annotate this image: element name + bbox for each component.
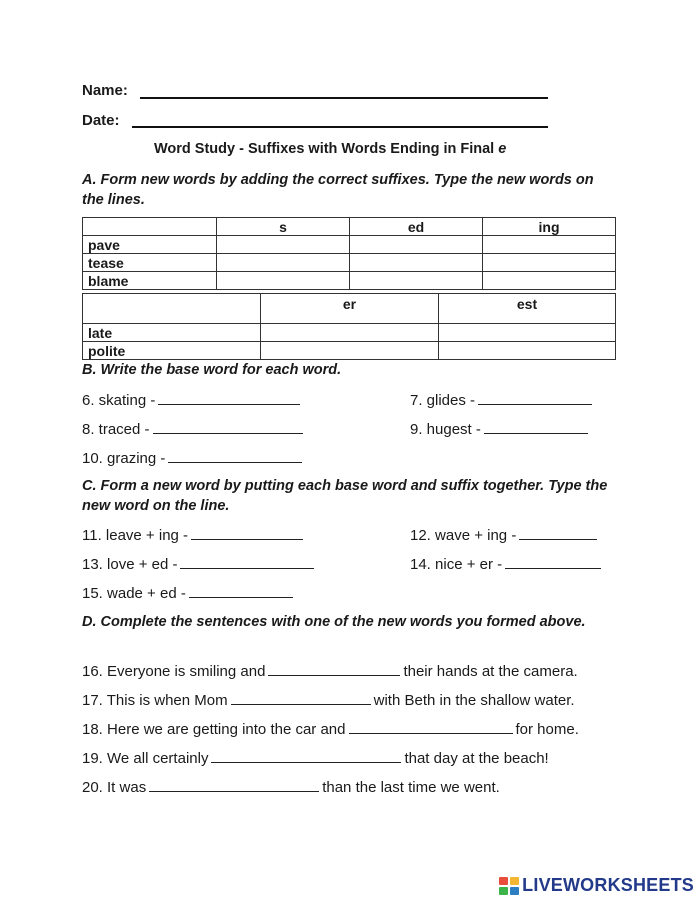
base-word-pave: pave xyxy=(83,236,217,254)
answer-blank[interactable] xyxy=(484,419,588,434)
answer-blank[interactable] xyxy=(149,777,319,792)
sentence-17-start: 17. This is when Mom xyxy=(82,692,228,709)
item-9-label: 9. hugest - xyxy=(410,421,481,438)
table-row xyxy=(83,342,616,360)
base-word-tease: tease xyxy=(83,254,217,272)
item-12 xyxy=(410,525,600,544)
answer-cell[interactable] xyxy=(350,254,483,272)
table-row xyxy=(83,236,616,254)
suffix-header-er: er xyxy=(261,294,439,324)
answer-cell[interactable] xyxy=(483,254,616,272)
item-10-label: 10. grazing - xyxy=(82,450,166,467)
answer-blank[interactable] xyxy=(231,690,371,705)
date-label: Date: xyxy=(82,112,120,129)
base-word-polite: polite xyxy=(83,342,261,360)
logo-square-red xyxy=(499,877,508,885)
table-header-row xyxy=(83,218,616,236)
name-field[interactable] xyxy=(140,97,548,99)
answer-cell[interactable] xyxy=(350,272,483,290)
suffix-header-ing: ing xyxy=(483,218,616,236)
section-c-instructions: C. Form a new word by putting each base word and suffix together. Type the new word on the line. xyxy=(82,478,608,514)
answer-blank[interactable] xyxy=(268,661,400,676)
worksheet-title xyxy=(154,141,506,157)
sentence-17-end: with Beth in the shallow water. xyxy=(373,692,575,709)
item-9 xyxy=(410,419,591,438)
item-12-label: 12. wave + ing - xyxy=(410,527,517,544)
answer-cell[interactable] xyxy=(483,236,616,254)
base-word-late: late xyxy=(83,324,261,342)
answer-cell[interactable] xyxy=(483,272,616,290)
answer-cell[interactable] xyxy=(217,236,350,254)
sentence-16-end: their hands at the camera. xyxy=(403,663,578,680)
item-6-label: 6. skating - xyxy=(82,392,156,409)
sentence-16 xyxy=(82,661,578,680)
sentence-18 xyxy=(82,719,579,738)
item-14 xyxy=(410,554,604,573)
item-14-label: 14. nice + er - xyxy=(410,556,503,573)
logo-text: LIVEWORKSHEETS xyxy=(522,875,694,895)
item-8-label: 8. traced - xyxy=(82,421,150,438)
answer-cell[interactable] xyxy=(217,272,350,290)
table-row xyxy=(83,254,616,272)
date-field[interactable] xyxy=(132,126,548,128)
answer-blank[interactable] xyxy=(158,390,300,405)
title-text: Word Study - Suffixes with Words Ending in Final xyxy=(154,141,495,157)
item-15 xyxy=(82,583,296,602)
answer-blank[interactable] xyxy=(478,390,592,405)
base-word-blame: blame xyxy=(83,272,217,290)
suffix-header-ed: ed xyxy=(350,218,483,236)
table-corner-cell xyxy=(83,294,261,324)
answer-cell[interactable] xyxy=(261,324,439,342)
logo-square-blue xyxy=(510,887,519,895)
answer-cell[interactable] xyxy=(439,342,616,360)
answer-blank[interactable] xyxy=(189,583,293,598)
sentence-19-start: 19. We all certainly xyxy=(82,750,209,767)
item-13-label: 13. love + ed - xyxy=(82,556,178,573)
table-corner-cell xyxy=(83,218,217,236)
item-11-label: 11. leave + ing - xyxy=(82,527,189,544)
answer-blank[interactable] xyxy=(180,554,314,569)
section-d-instructions: D. Complete the sentences with one of the new words you formed above. xyxy=(82,614,586,630)
sentence-19 xyxy=(82,748,549,767)
answer-cell[interactable] xyxy=(350,236,483,254)
answer-cell[interactable] xyxy=(261,342,439,360)
section-a-instructions: A. Form new words by adding the correct suffixes. Type the new words on the lines. xyxy=(82,172,594,208)
logo-square-green xyxy=(499,887,508,895)
name-label: Name: xyxy=(82,82,128,99)
answer-blank[interactable] xyxy=(191,525,303,540)
item-15-label: 15. wade + ed - xyxy=(82,585,186,602)
table-header-row xyxy=(83,294,616,324)
item-7 xyxy=(410,390,595,409)
sentence-17 xyxy=(82,690,575,709)
answer-cell[interactable] xyxy=(439,324,616,342)
suffix-header-est: est xyxy=(439,294,616,324)
item-8 xyxy=(82,419,306,438)
table-row xyxy=(83,324,616,342)
item-10 xyxy=(82,448,305,467)
suffix-table-2 xyxy=(82,293,616,360)
sentence-18-start: 18. Here we are getting into the car and xyxy=(82,721,346,738)
sentence-20-start: 20. It was xyxy=(82,779,147,796)
answer-blank[interactable] xyxy=(349,719,513,734)
liveworksheets-logo[interactable] xyxy=(499,875,694,896)
item-6 xyxy=(82,390,303,409)
suffix-header-s: s xyxy=(217,218,350,236)
answer-blank[interactable] xyxy=(519,525,597,540)
title-italic-letter: e xyxy=(498,141,507,157)
answer-blank[interactable] xyxy=(505,554,601,569)
item-13 xyxy=(82,554,317,573)
liveworksheets-logo-icon xyxy=(499,877,519,895)
item-11 xyxy=(82,525,306,544)
sentence-20 xyxy=(82,777,500,796)
suffix-table-1 xyxy=(82,217,616,290)
answer-blank[interactable] xyxy=(211,748,401,763)
sentence-16-start: 16. Everyone is smiling and xyxy=(82,663,266,680)
sentence-18-end: for home. xyxy=(515,721,579,738)
logo-square-yellow xyxy=(510,877,519,885)
table-row xyxy=(83,272,616,290)
answer-blank[interactable] xyxy=(153,419,303,434)
sentence-19-end: that day at the beach! xyxy=(404,750,549,767)
answer-cell[interactable] xyxy=(217,254,350,272)
sentence-20-end: than the last time we went. xyxy=(322,779,500,796)
answer-blank[interactable] xyxy=(168,448,302,463)
item-7-label: 7. glides - xyxy=(410,392,476,409)
section-b-instructions: B. Write the base word for each word. xyxy=(82,362,342,378)
